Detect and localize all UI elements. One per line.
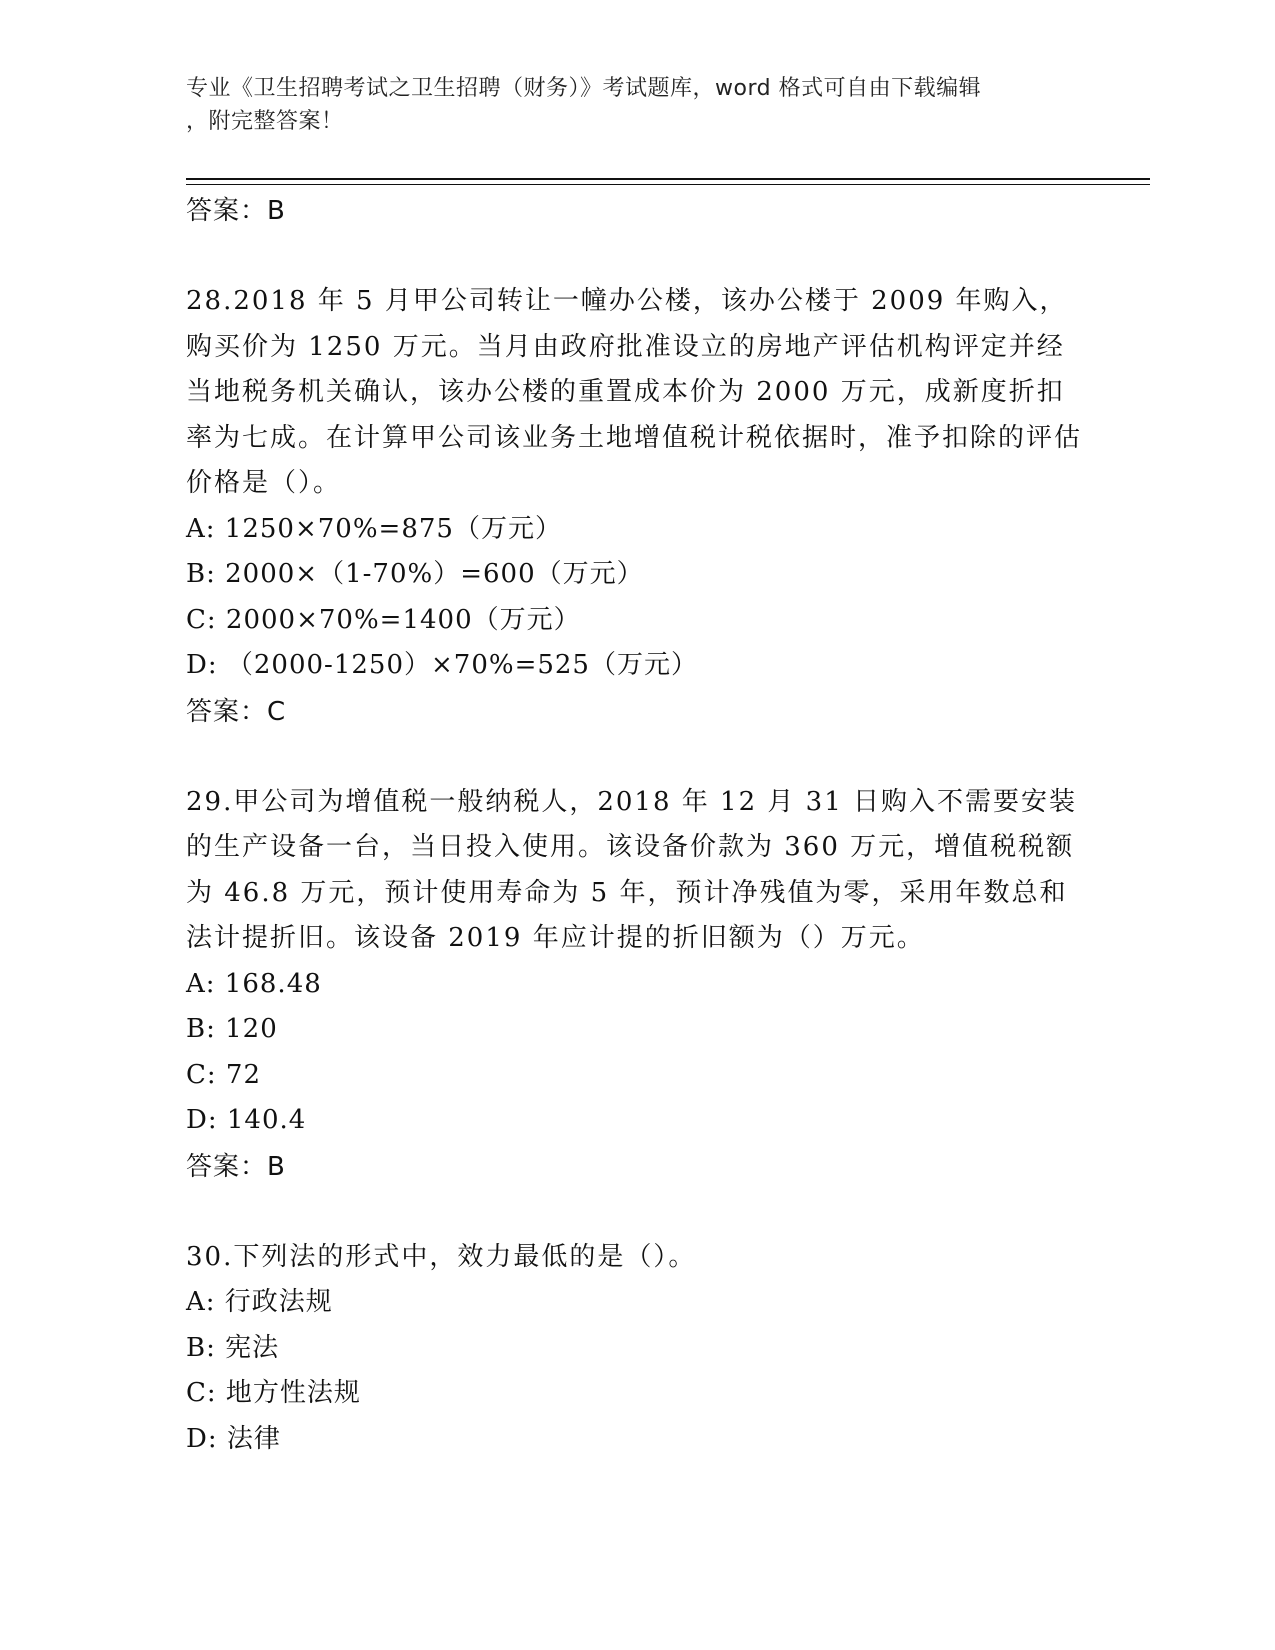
header-line-1: 专业《卫生招聘考试之卫生招聘（财务）》考试题库，word 格式可自由下载编辑 <box>186 76 982 101</box>
question-29 <box>186 780 1086 1190</box>
option-c: C: 地方性法规 <box>186 1378 361 1408</box>
answer: 答案：C <box>186 696 287 727</box>
option-d: D: （2000-1250）×70%=525（万元） <box>186 650 698 680</box>
option-d: D: 140.4 <box>186 1105 307 1135</box>
question-stem: 29.甲公司为增值税一般纳税人，2018 年 12 月 31 日购入不需要安装的生产设备一台，当日投入使用。该设备价款为 360 万元，增值税税额为 46.8 万元，预计使用寿命为 5 年，预计净残值为零，采用年数总和法计提折旧。该设备 2019 年应计提的折旧额为（）万元。 <box>186 786 1078 953</box>
question-30 <box>186 1235 1086 1463</box>
option-b: B: 2000×（1-70%）=600（万元） <box>186 559 644 589</box>
document-body <box>186 188 1086 1462</box>
header-rule-thick <box>186 178 1150 180</box>
spacer <box>186 735 1086 780</box>
answer: 答案：B <box>186 1151 286 1182</box>
option-b: B: 120 <box>186 1014 278 1044</box>
document-header <box>186 72 1066 138</box>
question-28 <box>186 279 1086 735</box>
option-a: A: 1250×70%=875（万元） <box>186 513 562 544</box>
option-a: A: 行政法规 <box>186 1287 333 1317</box>
spacer <box>186 1190 1086 1235</box>
option-c: C: 72 <box>186 1059 262 1090</box>
option-b: B: 宪法 <box>186 1332 280 1363</box>
question-stem: 30.下列法的形式中，效力最低的是（）。 <box>186 1241 697 1272</box>
option-d: D: 法律 <box>186 1423 281 1454</box>
header-line-2: ，附完整答案！ <box>186 109 344 134</box>
answer-q27: 答案：B <box>186 196 286 226</box>
option-a: A: 168.48 <box>186 968 322 999</box>
spacer <box>186 234 1086 279</box>
option-c: C: 2000×70%=1400（万元） <box>186 604 581 635</box>
header-rule-thin <box>186 184 1150 185</box>
question-stem: 28.2018 年 5 月甲公司转让一幢办公楼，该办公楼于 2009 年购入，购买价为 1250 万元。当月由政府批准设立的房地产评估机构评定并经当地税务机关确认，该办公楼的重置成本价为 2000 万元，成新度折扣率为七成。在计算甲公司该业务土地增值税计税依据时，准予扣除的评估价格是（）。 <box>186 286 1083 498</box>
